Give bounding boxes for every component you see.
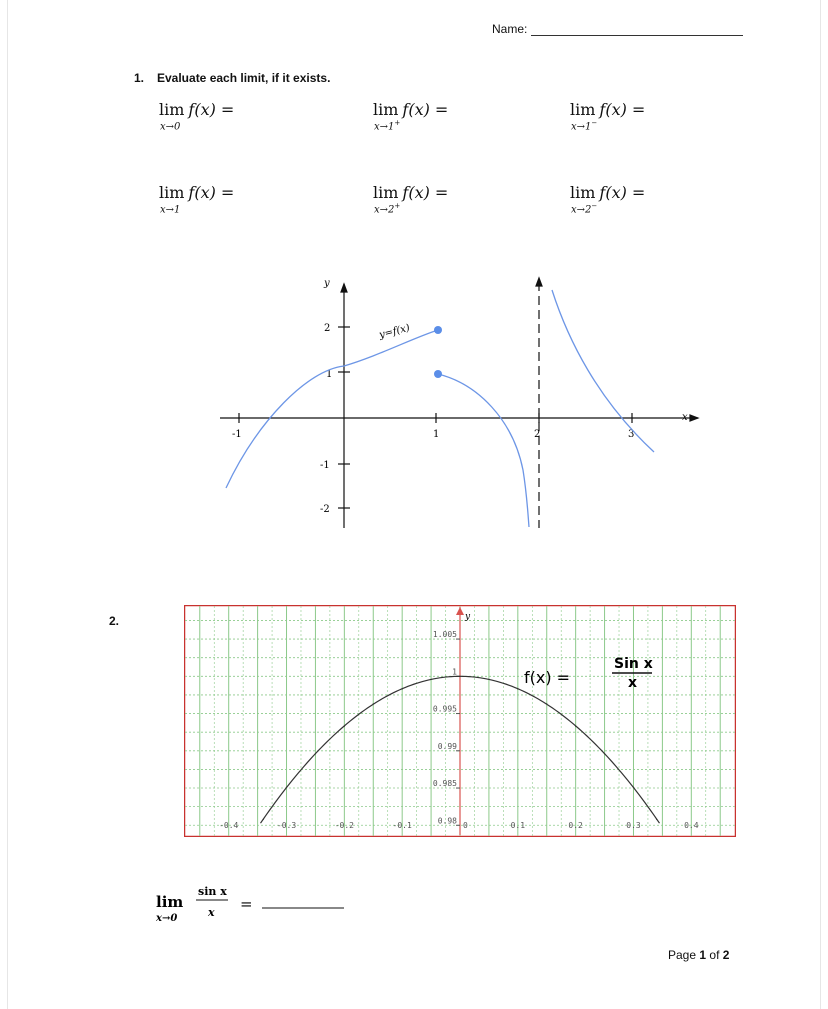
x-tick-label: -0.3 [276, 821, 297, 830]
page-number: Page 1 of 2 [668, 948, 730, 962]
worksheet-page [8, 0, 820, 1009]
limit-expression: lim f(x) = x→2− [570, 183, 646, 216]
x-axis-label: x [682, 412, 688, 423]
data-point [575, 726, 576, 727]
limit-expression: lim f(x) = x→1− [570, 100, 646, 133]
y-tick-label: 0.99 [437, 741, 457, 751]
annotation-lhs: f(x) = [524, 668, 571, 687]
data-point [286, 787, 287, 788]
equals-sign: = [240, 895, 253, 913]
annotation-denominator: x [628, 675, 638, 691]
question-2-number: 2. [109, 614, 120, 628]
y-tick-label: 2 [324, 323, 331, 334]
x-tick-label: -0.1 [392, 821, 412, 830]
data-point [488, 679, 489, 680]
question-1-prompt: Evaluate each limit, if it exists. [157, 71, 331, 85]
curve-left-branch [226, 330, 438, 488]
data-point [263, 819, 264, 820]
x-tick-label: -0.2 [334, 821, 354, 830]
limit-expression: lim f(x) = x→1 [159, 183, 235, 216]
sinx-over-x-chart [184, 605, 736, 837]
y-tick-label: 0.985 [432, 779, 457, 789]
y-tick-label: -2 [320, 504, 330, 515]
curve-label: y=f(x) [378, 322, 411, 341]
question-1-number: 1. [134, 71, 145, 85]
y-axis-arrow [341, 284, 347, 292]
data-point [546, 703, 547, 704]
y-tick-label: 1 [452, 667, 457, 677]
y-tick-label: 1 [326, 369, 333, 380]
y-tick-label: 0.98 [437, 816, 457, 826]
data-point [373, 703, 374, 704]
lim-operator: lim [156, 893, 184, 911]
name-label: Name: [492, 22, 528, 36]
limit-sinx-over-x [156, 880, 356, 930]
curve-right-branch [552, 290, 654, 452]
y-tick-label: 0.995 [432, 704, 457, 714]
y-axis-label: y [324, 278, 330, 289]
x-tick-label: 0.2 [568, 821, 583, 830]
limit-expression: lim f(x) = x→2+ [373, 183, 449, 216]
x-tick-label: 3 [628, 429, 635, 440]
x-tick-label: -1 [232, 429, 242, 440]
limit-expression: lim f(x) = x→0 [159, 100, 235, 133]
lim-subscript: x→0 [156, 913, 178, 924]
limit-expression: lim f(x) = x→1+ [373, 100, 449, 133]
data-point [604, 753, 605, 754]
data-point [402, 688, 403, 689]
fraction-denominator: x [208, 906, 215, 919]
data-point [633, 787, 634, 788]
annotation-numerator: Sin x [614, 656, 653, 672]
endpoint-dot [434, 370, 442, 378]
x-tick-label: 2 [534, 429, 541, 440]
y-tick-label: 1.005 [432, 630, 457, 640]
x-axis-arrow [690, 415, 698, 421]
endpoint-dot [434, 326, 442, 334]
x-tick-label: 0.1 [510, 821, 526, 830]
x-tick-label: 0.3 [626, 821, 641, 830]
data-point [517, 688, 518, 689]
y-axis-label: y [465, 612, 471, 622]
x-tick-label: 0.4 [684, 821, 699, 830]
curve-middle-branch [438, 374, 529, 527]
data-point [656, 819, 657, 820]
x-tick-label: 1 [433, 429, 440, 440]
asymptote-arrow [536, 278, 542, 286]
origin-label: 0 [463, 821, 468, 830]
data-point [344, 726, 345, 727]
function-graph [8, 0, 820, 560]
data-point [459, 676, 460, 677]
y-tick-label: -1 [320, 460, 330, 471]
data-point [430, 679, 431, 680]
x-tick-label: -0.4 [219, 821, 239, 830]
data-point [315, 753, 316, 754]
fraction-numerator: sin x [198, 885, 227, 898]
